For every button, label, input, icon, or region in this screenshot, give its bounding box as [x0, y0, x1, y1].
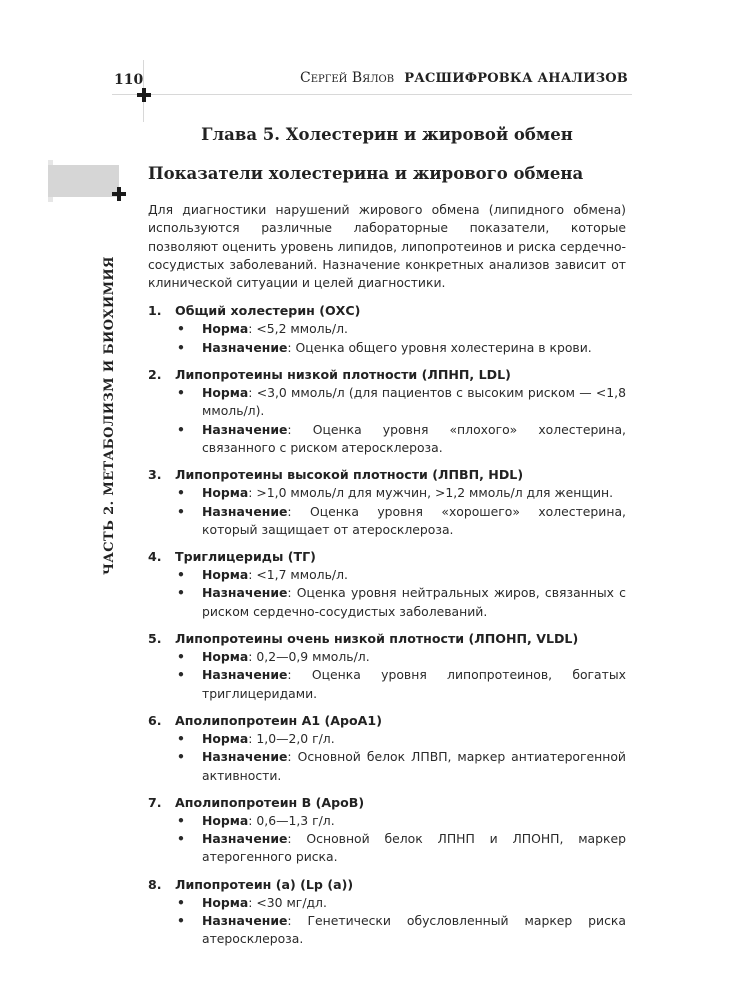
bullet-icon: • — [177, 385, 185, 401]
item-number: 8. — [148, 876, 162, 892]
item-heading — [148, 794, 626, 812]
indicator-list — [148, 302, 626, 948]
side-tab — [48, 165, 119, 197]
purpose-value: Генетически обусловленный маркер риска атеросклероза. — [202, 913, 626, 947]
purpose-value: Основной белок ЛПНП и ЛПОНП, маркер атерогенного риска. — [202, 831, 626, 865]
item-title: Липопротеин (а) (Lp (а)) — [175, 876, 354, 892]
bullet-icon: • — [177, 812, 185, 828]
author-name: Сергей Вялов — [300, 70, 395, 86]
bullet-icon: • — [177, 585, 185, 601]
item-title: Аполипопротеин А1 (АроА1) — [175, 712, 382, 728]
bullet-icon: • — [177, 894, 185, 910]
list-item — [148, 630, 626, 703]
purpose-value: Оценка уровня нейтральных жиров, связанных с риском сердечно-сосудистых заболеваний. — [202, 585, 626, 619]
norm-row: • Норма: <1,7 ммоль/л. — [148, 566, 626, 584]
norm-label: Норма — [202, 567, 249, 583]
bullet-icon: • — [177, 421, 185, 437]
header-rule — [112, 94, 632, 95]
purpose-label: Назначение — [202, 667, 288, 683]
bullet-icon: • — [177, 485, 185, 501]
item-details — [148, 484, 626, 539]
purpose-row: • Назначение: Основной белок ЛПНП и ЛПОНП, маркер атерогенного риска. — [148, 830, 626, 867]
norm-label: Норма — [202, 730, 249, 746]
running-head — [300, 70, 628, 86]
item-details — [148, 320, 626, 357]
purpose-row: • Назначение: Оценка уровня «хорошего» холестерина, который защищает от атеросклероза. — [148, 503, 626, 540]
norm-label: Норма — [202, 385, 249, 401]
norm-label: Норма — [202, 321, 249, 337]
norm-row: • Норма: >1,0 ммоль/л для мужчин, >1,2 ммоль/л для женщин. — [148, 484, 626, 502]
intro-paragraph: Для диагностики нарушений жирового обмена (липидного обмена) используются различные лабораторные показатели, которые позволяют оценить уровень липидов, липопротеинов и риска сердечно-сосудистых заболеваний. Назначение конкретных анализов зависит от клинической ситуации и целей диагностики. — [148, 202, 626, 291]
item-number: 1. — [148, 303, 162, 319]
purpose-row: • Назначение: Генетически обусловленный маркер риска атеросклероза. — [148, 912, 626, 949]
item-number: 3. — [148, 467, 162, 483]
item-title: Триглицериды (ТГ) — [175, 549, 316, 565]
side-cross-icon — [112, 187, 126, 201]
item-heading — [148, 466, 626, 484]
norm-label: Норма — [202, 649, 249, 665]
norm-value: 1,0—2,0 г/л. — [256, 730, 335, 746]
purpose-value: Оценка уровня липопротеинов, богатых триглицеридами. — [202, 667, 626, 701]
purpose-value: Оценка уровня «хорошего» холестерина, который защищает от атеросклероза. — [202, 503, 626, 537]
purpose-row: • Назначение: Оценка уровня нейтральных жиров, связанных с риском сердечно-сосудистых заболеваний. — [148, 584, 626, 621]
norm-row: • Норма: <5,2 ммоль/л. — [148, 320, 626, 338]
norm-value: <3,0 ммоль/л (для пациентов с высоким риском — <1,8 ммоль/л). — [202, 385, 626, 419]
purpose-label: Назначение — [202, 585, 288, 601]
purpose-value: Оценка уровня «плохого» холестерина, связанного с риском атеросклероза. — [202, 421, 626, 455]
item-number: 7. — [148, 794, 162, 810]
purpose-label: Назначение — [202, 749, 288, 765]
list-item — [148, 466, 626, 539]
item-heading — [148, 302, 626, 320]
item-heading — [148, 366, 626, 384]
item-number: 6. — [148, 712, 162, 728]
item-details — [148, 894, 626, 949]
item-number: 5. — [148, 631, 162, 647]
item-title: Липопротеины низкой плотности (ЛПНП, LDL) — [175, 367, 511, 383]
purpose-label: Назначение — [202, 339, 288, 355]
section-title: Показатели холестерина и жирового обмена — [148, 164, 584, 183]
bullet-icon: • — [177, 730, 185, 746]
item-details — [148, 730, 626, 785]
list-item — [148, 712, 626, 785]
norm-row: • Норма: <30 мг/дл. — [148, 894, 626, 912]
item-details — [148, 384, 626, 457]
norm-row: • Норма: 1,0—2,0 г/л. — [148, 730, 626, 748]
bullet-icon: • — [177, 503, 185, 519]
norm-value: <1,7 ммоль/л. — [256, 567, 348, 583]
purpose-value: Основной белок ЛПВП, маркер антиатерогенной активности. — [202, 749, 626, 783]
purpose-row: • Назначение: Оценка уровня липопротеинов, богатых триглицеридами. — [148, 666, 626, 703]
bullet-icon: • — [177, 913, 185, 929]
norm-row: • Норма: 0,6—1,3 г/л. — [148, 812, 626, 830]
item-details — [148, 566, 626, 621]
norm-row: • Норма: <3,0 ммоль/л (для пациентов с высоким риском — <1,8 ммоль/л). — [148, 384, 626, 421]
purpose-label: Назначение — [202, 913, 288, 929]
purpose-row: • Назначение: Оценка общего уровня холестерина в крови. — [148, 339, 626, 357]
item-heading — [148, 712, 626, 730]
item-details — [148, 648, 626, 703]
purpose-row: • Назначение: Оценка уровня «плохого» холестерина, связанного с риском атеросклероза. — [148, 421, 626, 458]
bullet-icon: • — [177, 667, 185, 683]
item-title: Липопротеины очень низкой плотности (ЛПОНП, VLDL) — [175, 631, 579, 647]
purpose-row: • Назначение: Основной белок ЛПВП, маркер антиатерогенной активности. — [148, 748, 626, 785]
item-title: Липопротеины высокой плотности (ЛПВП, HDL) — [175, 467, 524, 483]
norm-label: Норма — [202, 894, 249, 910]
page-content — [148, 125, 626, 958]
item-title: Аполипопротеин В (АроВ) — [175, 794, 365, 810]
list-item — [148, 876, 626, 949]
list-item — [148, 548, 626, 621]
item-details — [148, 812, 626, 867]
norm-value: 0,6—1,3 г/л. — [256, 812, 335, 828]
norm-label: Норма — [202, 485, 249, 501]
norm-row: • Норма: 0,2—0,9 ммоль/л. — [148, 648, 626, 666]
purpose-label: Назначение — [202, 503, 288, 519]
item-heading — [148, 630, 626, 648]
bullet-icon: • — [177, 321, 185, 337]
item-title: Общий холестерин (ОХС) — [175, 303, 361, 319]
list-item — [148, 302, 626, 357]
item-heading — [148, 548, 626, 566]
item-number: 2. — [148, 367, 162, 383]
purpose-value: Оценка общего уровня холестерина в крови. — [295, 339, 592, 355]
list-item — [148, 366, 626, 457]
norm-value: <5,2 ммоль/л. — [256, 321, 348, 337]
crop-cross-icon — [137, 88, 151, 102]
norm-label: Норма — [202, 812, 249, 828]
part-label: ЧАСТЬ 2. МЕТАБОЛИЗМ И БИОХИМИЯ — [102, 256, 117, 575]
chapter-title: Глава 5. Холестерин и жировой обмен — [201, 125, 573, 144]
item-heading — [148, 876, 626, 894]
norm-value: >1,0 ммоль/л для мужчин, >1,2 ммоль/л для женщин. — [256, 485, 614, 501]
bullet-icon: • — [177, 749, 185, 765]
bullet-icon: • — [177, 339, 185, 355]
bullet-icon: • — [177, 831, 185, 847]
item-number: 4. — [148, 549, 162, 565]
book-title: РАСШИФРОВКА АНАЛИЗОВ — [404, 71, 628, 86]
list-item — [148, 794, 626, 867]
bullet-icon: • — [177, 649, 185, 665]
bullet-icon: • — [177, 567, 185, 583]
page-number: 110 — [114, 72, 144, 88]
norm-value: <30 мг/дл. — [256, 894, 327, 910]
purpose-label: Назначение — [202, 421, 288, 437]
purpose-label: Назначение — [202, 831, 288, 847]
norm-value: 0,2—0,9 ммоль/л. — [256, 649, 370, 665]
